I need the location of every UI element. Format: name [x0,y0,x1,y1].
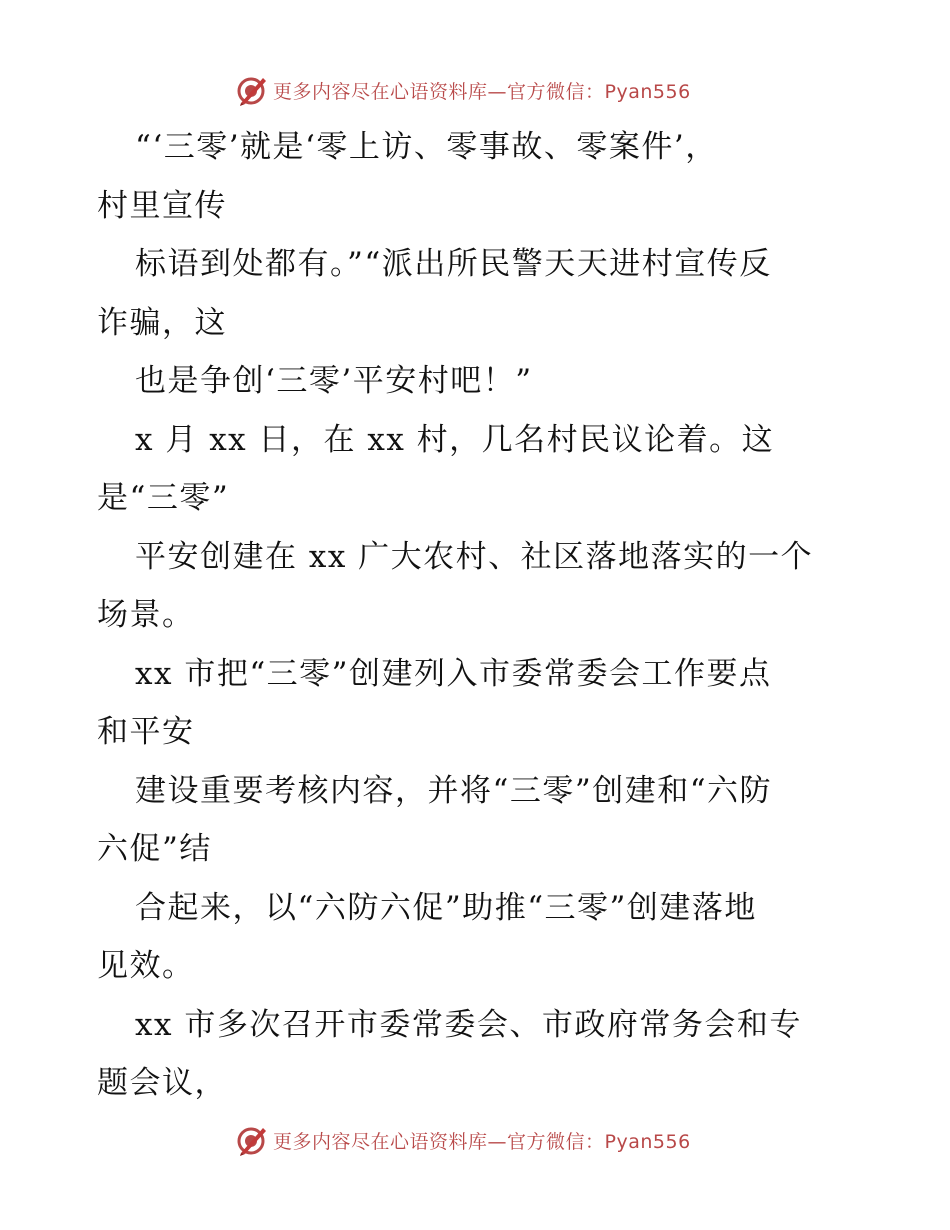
text-line: 和平安 [97,714,195,750]
text-line: 标语到处都有。”“派出所民警天天进村宣传反 [135,246,772,282]
text-line: 合起来，以“六防六促”助推“三零”创建落地 [135,889,757,926]
text-line: 建设重要考核内容，并将“三零”创建和“六防 [135,772,773,809]
text-line: xx 市多次召开市委常委会、市政府常务会和专 [135,1006,802,1043]
text-line: 题会议， [97,1065,227,1101]
text-line: 六促”结 [97,831,212,867]
text-line: 是“三零” [97,480,230,516]
text-line: 平安创建在 xx 广大农村、社区落地落实的一个 [135,538,814,575]
text-line: 也是争创‘三零’平安村吧！” [135,363,533,399]
text-line: “‘三零’就是‘零上访、零事故、零案件’， [135,129,718,165]
text-line: 诈骗，这 [97,304,227,341]
text-line: 场景。 [97,597,195,633]
footer-banner-text: 更多内容尽在心语资料库—官方微信：Pyan556 [273,1130,691,1153]
text-line: 见效。 [97,948,195,984]
red-pen-circle-logo-icon [235,73,269,107]
text-line: x 月 xx 日，在 xx 村，几名村民议论着。这 [135,421,775,458]
text-line: xx 市把“三零”创建列入市委常委会工作要点 [135,655,772,692]
footer-banner [235,1122,691,1158]
header-banner-text: 更多内容尽在心语资料库—官方微信：Pyan556 [273,80,691,103]
red-pen-circle-logo-icon [235,1123,269,1157]
header-banner [235,72,691,108]
document-body [97,118,857,1113]
text-line: 村里宣传 [97,187,227,224]
